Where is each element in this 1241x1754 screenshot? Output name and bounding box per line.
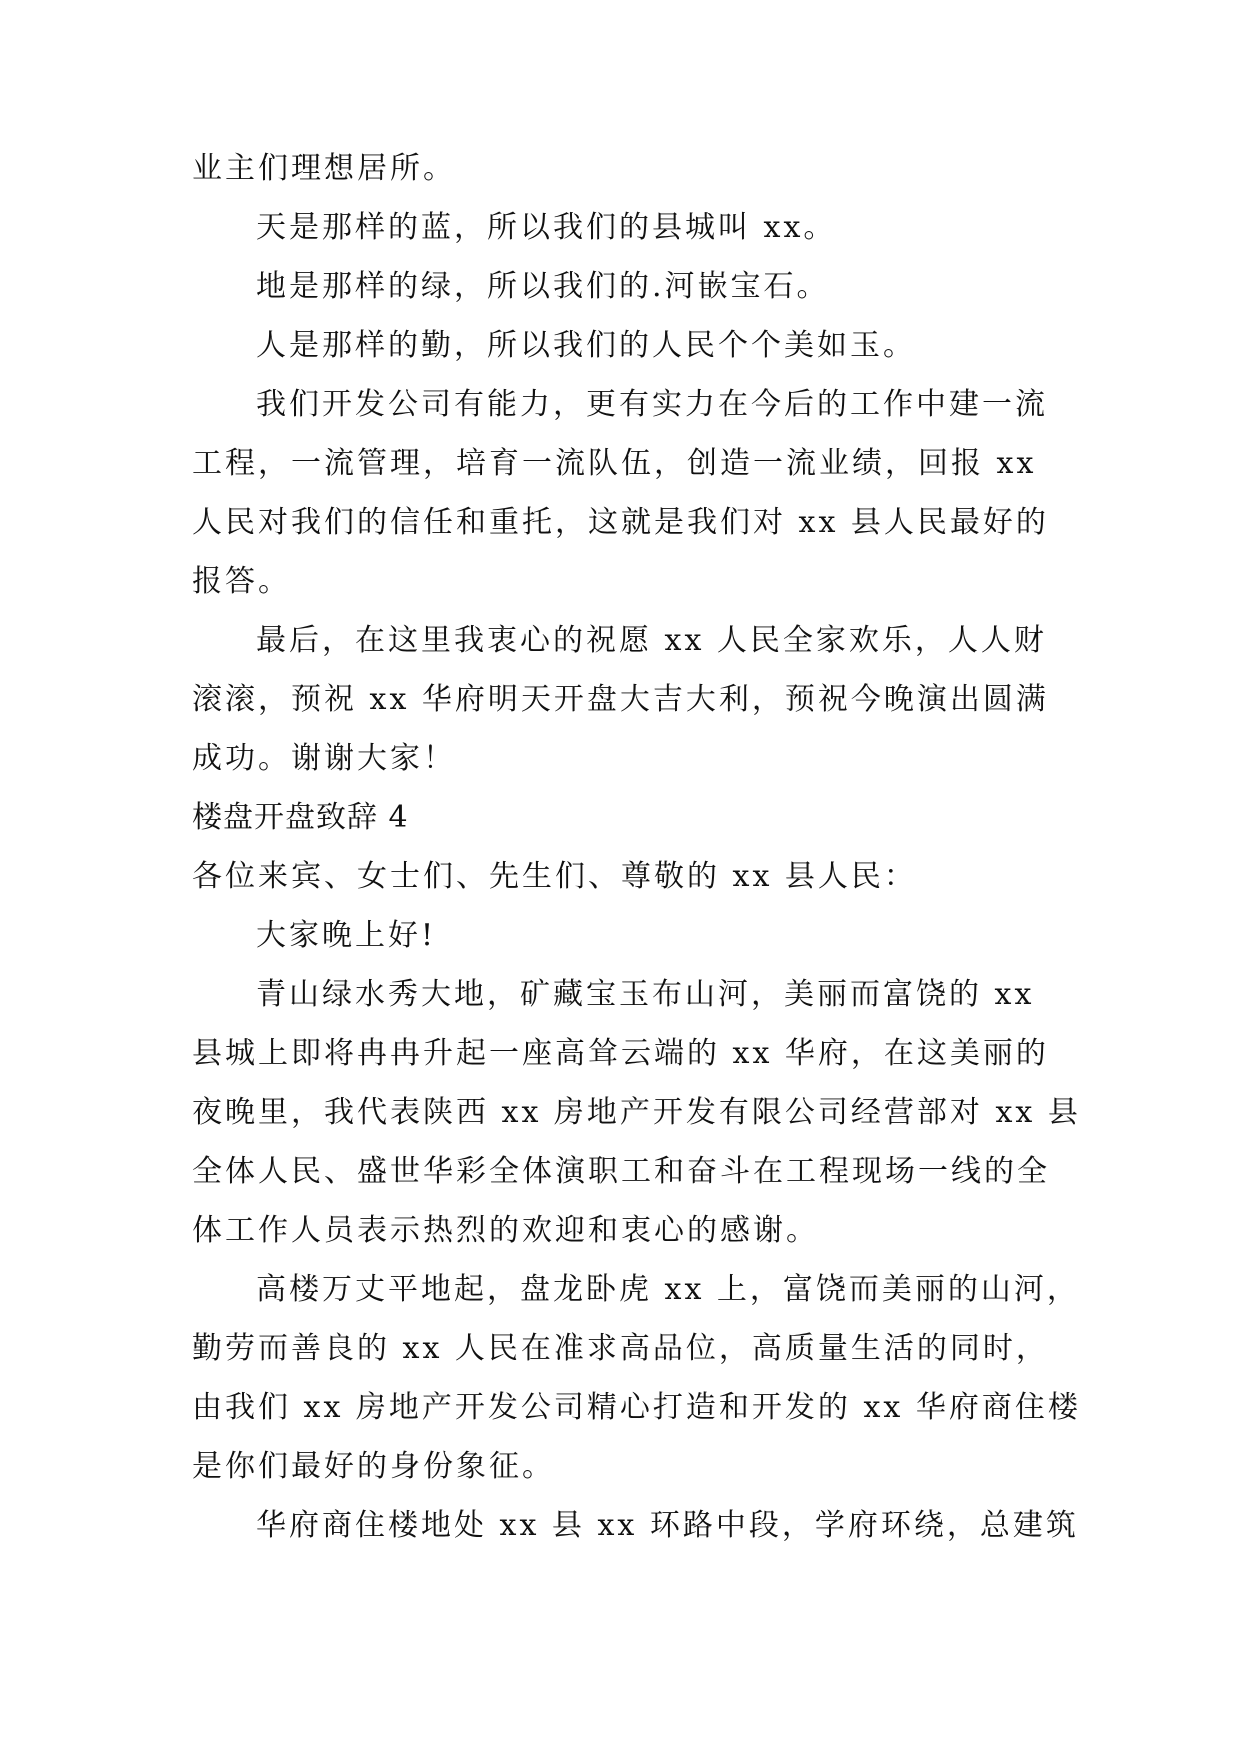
text-line: 人是那样的勤，所以我们的人民个个美如玉。	[256, 328, 916, 363]
text-line: 人民对我们的信任和重托，这就是我们对 xx 县人民最好的	[192, 505, 1049, 540]
text-line: 勤劳而善良的 xx 人民在准求高品位，高质量生活的同时，	[192, 1331, 1049, 1366]
text-line: 天是那样的蓝，所以我们的县城叫 xx。	[256, 210, 837, 245]
text-line: 高楼万丈平地起，盘龙卧虎 xx 上，富饶而美丽的山河，	[256, 1272, 1080, 1307]
text-line: 青山绿水秀大地，矿藏宝玉布山河，美丽而富饶的 xx	[256, 977, 1035, 1012]
text-line: 夜晚里，我代表陕西 xx 房地产开发有限公司经营部对 xx 县	[192, 1095, 1081, 1130]
text-line: 全体人民、盛世华彩全体演职工和奋斗在工程现场一线的全	[192, 1154, 1050, 1189]
text-line: 最后，在这里我衷心的祝愿 xx 人民全家欢乐，人人财	[256, 623, 1047, 658]
section-heading: 楼盘开盘致辞 4	[192, 800, 409, 835]
text-line: 滚滚，预祝 xx 华府明天开盘大吉大利，预祝今晚演出圆满	[192, 682, 1049, 717]
text-line: 成功。谢谢大家！	[192, 741, 456, 776]
text-line: 我们开发公司有能力，更有实力在今后的工作中建一流	[256, 387, 1048, 422]
text-line: 业主们理想居所。	[192, 151, 456, 186]
text-line: 是你们最好的身份象征。	[192, 1449, 555, 1484]
text-line: 地是那样的绿，所以我们的.河嵌宝石。	[256, 269, 830, 304]
text-line: 由我们 xx 房地产开发公司精心打造和开发的 xx 华府商住楼	[192, 1390, 1081, 1425]
text-line: 报答。	[192, 564, 291, 599]
text-line: 县城上即将冉冉升起一座高耸云端的 xx 华府，在这美丽的	[192, 1036, 1049, 1071]
greeting: 大家晚上好!	[256, 918, 437, 953]
text-line: 华府商住楼地处 xx 县 xx 环路中段，学府环绕，总建筑	[256, 1508, 1079, 1543]
text-line: 体工作人员表示热烈的欢迎和衷心的感谢。	[192, 1213, 819, 1248]
salutation: 各位来宾、女士们、先生们、尊敬的 xx 县人民：	[192, 859, 917, 894]
text-line: 工程，一流管理，培育一流队伍，创造一流业绩，回报 xx	[192, 446, 1037, 481]
